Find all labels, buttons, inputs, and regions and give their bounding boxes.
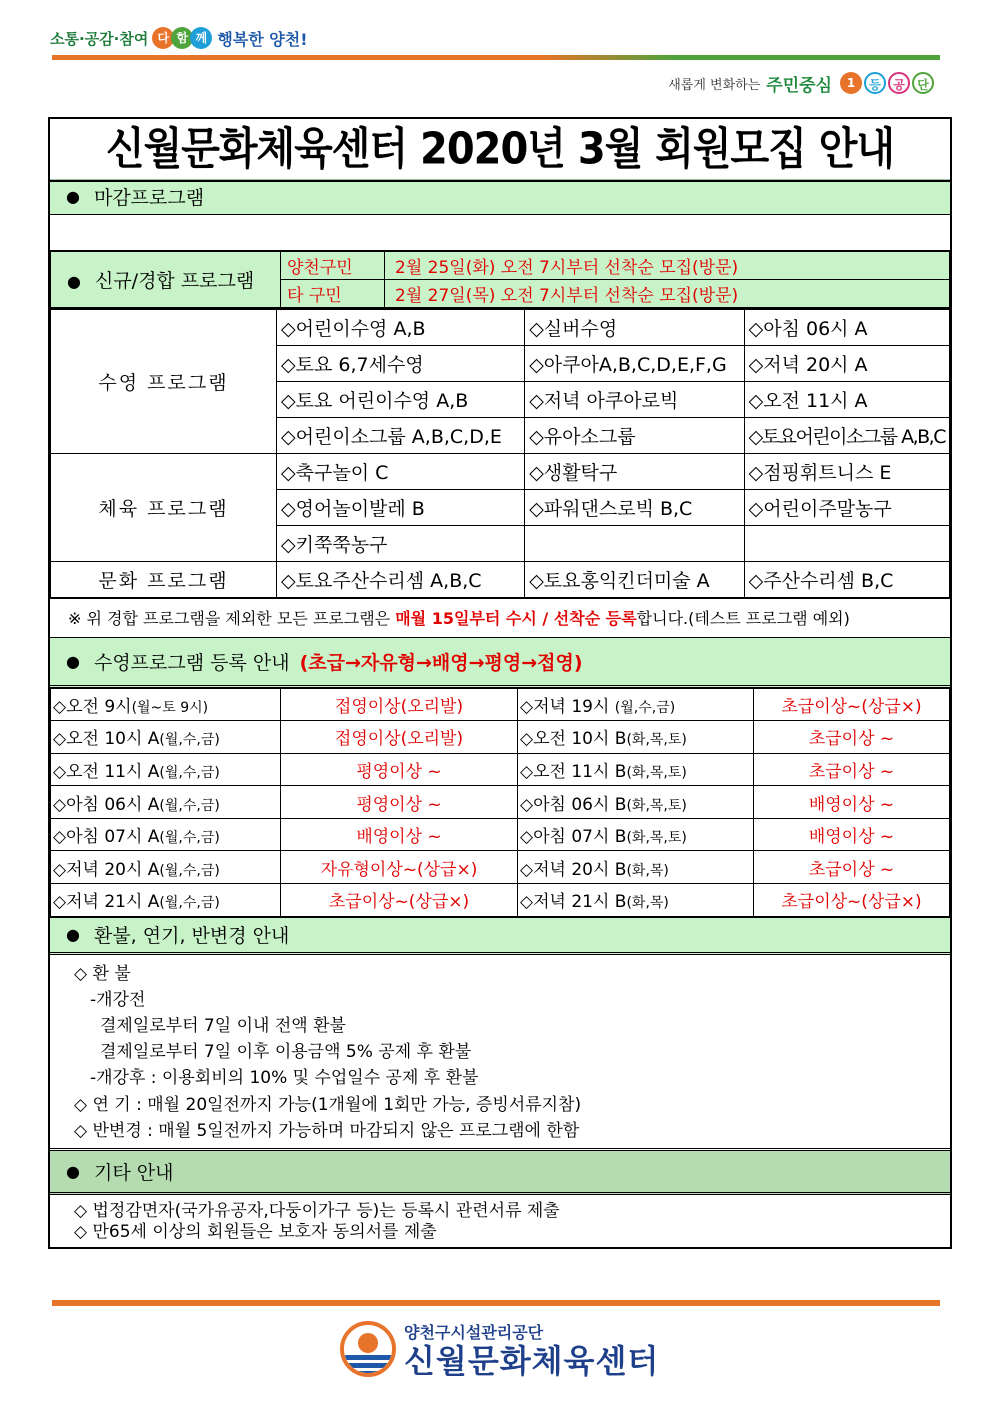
swim-level: 배영이상 ~ [754,818,950,851]
swim-level: 초급이상~(상급×) [281,884,518,917]
etc-line: ◇ 만65세 이상의 회원들은 보호자 동의서를 제출 [74,1222,437,1243]
swim-level: 초급이상 ~ [754,753,950,786]
category-swim: 수영 프로그램 [51,309,277,453]
bullet-icon: ● [66,925,80,945]
slogan-left: 소통·공감·참여 [50,29,149,48]
swim-class-row [51,851,950,884]
program-item: ◇축구놀이 C [277,453,525,489]
swim-class-name: ◇저녁 19시 (월,수,금) [518,688,754,721]
swim-level: 접영이상(오리발) [281,721,518,754]
section-label: 환불, 연기, 반변경 안내 [93,925,290,948]
program-item [525,525,744,561]
swim-class-name: ◇오전 11시 A(월,수,금) [51,753,281,786]
center-logo-icon [340,1321,396,1377]
etc-line: ◇ 법정감면자(국가유공자,다둥이가구 등)는 등록시 관련서류 제출 [74,1201,560,1222]
swim-level: 자유형이상~(상급×) [281,851,518,884]
swim-level: 초급이상 ~ [754,721,950,754]
refund-policy [50,955,950,1151]
header-divider [52,55,940,60]
swim-level: 평영이상 ~ [281,753,518,786]
etc-notes [50,1195,950,1247]
program-item: ◇점핑휘트니스 E [744,453,949,489]
motto-circle: 단 [912,72,934,94]
section-etc [50,1151,950,1195]
program-item: ◇주산수리셈 B,C [744,561,949,597]
program-item: ◇어린이소그룹 A,B,C,D,E [277,417,525,453]
program-item: ◇어린이주말농구 [744,489,949,525]
note-highlight: 매월 15일부터 수시 / 선착순 등록 [395,609,637,628]
swim-class-row [51,818,950,851]
motto-small: 새롭게 변화하는 [668,77,761,93]
refund-line: ◇ 환 불 [74,963,131,984]
swim-level: 배영이상 ~ [754,786,950,819]
swim-class-row [51,786,950,819]
program-item: ◇토요주산수리셈 A,B,C [277,561,525,597]
program-item: ◇키쭉쭉농구 [277,525,525,561]
swim-class-name: ◇오전 9시(월~토 9시) [51,688,281,721]
motto-big: 주민중심 [766,75,832,96]
registration-note: ※ 위 경합 프로그램을 제외한 모든 프로그램은 매월 15일부터 수시 / 선착순 등록 합니다.(테스트 프로그램 예외) [50,598,950,638]
swim-class-name: ◇오전 10시 A(월,수,금) [51,721,281,754]
swim-level: 배영이상 ~ [281,818,518,851]
section-closed [50,179,950,215]
bullet-icon: ● [66,1162,80,1182]
program-item: ◇토요 6,7세수영 [277,345,525,381]
footer-center-name: 신월문화체육센터 [404,1341,660,1380]
swim-class-name: ◇저녁 20시 A(월,수,금) [51,851,281,884]
swim-class-name: ◇오전 10시 B(화,목,토) [518,721,754,754]
program-item: ◇실버수영 [525,309,744,345]
category-culture: 문화 프로그램 [51,561,277,597]
program-item: ◇아침 06시 A [744,309,949,345]
swim-class-name: ◇오전 11시 B(화,목,토) [518,753,754,786]
program-item: ◇토요어린이소그룹 A,B,C [744,417,949,453]
new-when: 2월 25일(화) 오전 7시부터 선착순 모집(방문) [385,252,950,280]
closed-list-empty [50,215,950,251]
footer-org: 양천구시설관리공단 [404,1322,544,1342]
section-label: 마감프로그램 [93,187,205,209]
program-item: ◇저녁 아쿠아로빅 [525,381,744,417]
refund-line: ◇ 반변경 : 매월 5일전까지 가능하며 마감되지 않은 프로그램에 한함 [74,1120,580,1141]
page-title: 신월문화체육센터 2020년 3월 회원모집 안내 [50,116,950,182]
new-who: 타 구민 [281,280,385,308]
program-item: ◇아쿠아A,B,C,D,E,F,G [525,345,744,381]
section-new: ● 신규/경합 프로그램 [51,252,281,308]
swim-class-name: ◇저녁 21시 A(월,수,금) [51,884,281,917]
swim-class-name: ◇저녁 21시 B(화,목) [518,884,754,917]
bullet-icon: ● [66,651,80,671]
swim-level: 접영이상(오리발) [281,688,518,721]
program-item: ◇오전 11시 A [744,381,949,417]
program-item: ◇토요홍익킨더미술 A [525,561,744,597]
swim-class-name: ◇저녁 20시 B(화,목) [518,851,754,884]
program-item: ◇생활탁구 [525,453,744,489]
swim-class-row [51,884,950,917]
swim-class-row [51,753,950,786]
swim-class-name: ◇아침 07시 B(화,목,토) [518,818,754,851]
program-item: ◇어린이수영 A,B [277,309,525,345]
swim-class-table [50,688,950,917]
section-label: 기타 안내 [93,1162,174,1185]
footer-divider [52,1300,940,1306]
section-label: 수영프로그램 등록 안내 [93,651,290,674]
program-item: ◇유아소그룹 [525,417,744,453]
new-program-table [50,251,950,308]
refund-line: 결제일로부터 7일 이후 이용금액 5% 공제 후 환불 [100,1042,472,1063]
swim-level: 평영이상 ~ [281,786,518,819]
section-swim-guide [50,638,950,688]
swim-level: 초급이상 ~ [754,851,950,884]
program-item: ◇영어놀이발레 B [277,489,525,525]
notice-document [48,117,952,1249]
swim-class-row [51,688,950,721]
motto [668,70,934,96]
swim-level: 초급이상~(상급×) [754,884,950,917]
section-refund [50,917,950,955]
new-when: 2월 27일(목) 오전 7시부터 선착순 모집(방문) [385,280,950,308]
program-item [744,525,949,561]
refund-line: 결제일로부터 7일 이내 전액 환불 [100,1016,346,1037]
bullet-icon: ● [67,272,81,291]
category-sports: 체육 프로그램 [51,453,277,561]
swim-level-order: (초급→자유형→배영→평영→접영) [299,651,583,674]
swim-class-row [51,721,950,754]
program-item: ◇토요 어린이수영 A,B [277,381,525,417]
swim-class-name: ◇아침 07시 A(월,수,금) [51,818,281,851]
motto-circle: 등 [864,72,886,94]
program-item: ◇저녁 20시 A [744,345,949,381]
slogan [50,22,308,54]
swim-class-name: ◇아침 06시 A(월,수,금) [51,786,281,819]
refund-line: -개강후 : 이용회비의 10% 및 수업일수 공제 후 환불 [90,1068,479,1089]
footer-logo [340,1318,659,1380]
slogan-badge: 다 함 께 [152,26,209,50]
bullet-icon: ● [66,187,80,206]
swim-level: 초급이상~(상급×) [754,688,950,721]
program-table [50,308,950,598]
refund-line: -개강전 [90,989,146,1010]
motto-circle: 1 [840,72,862,94]
motto-circle: 공 [888,72,910,94]
swim-class-name: ◇아침 06시 B(화,목,토) [518,786,754,819]
program-item: ◇파워댄스로빅 B,C [525,489,744,525]
refund-line: ◇ 연 기 : 매월 20일전까지 가능(1개월에 1회만 가능, 증빙서류지참) [74,1094,582,1115]
new-who: 양천구민 [281,252,385,280]
slogan-right: 행복한 양천! [217,29,308,49]
